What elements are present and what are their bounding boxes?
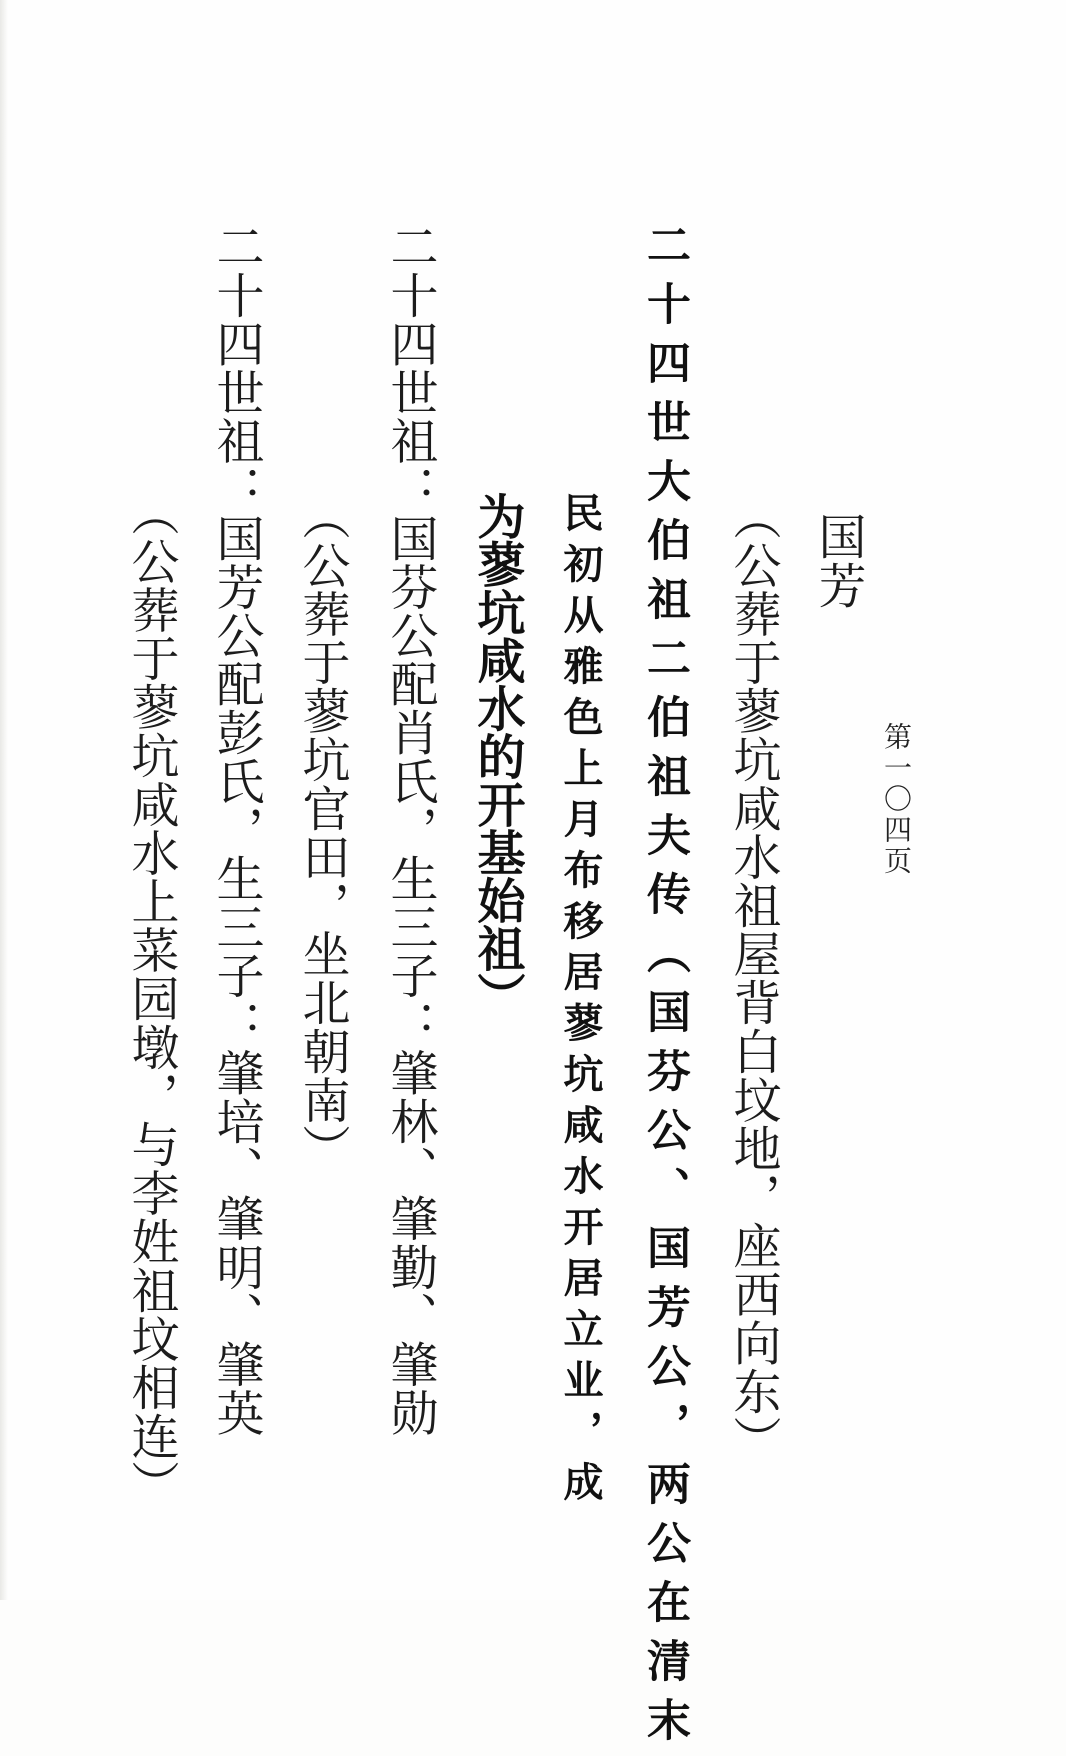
column-founder-text: 为蓼坑咸水的开基始祖） [469,492,525,1020]
column-guofen-entry: 二十四世祖：国芬公配肖氏，生三子：肇林、肇勤、肇勋 [382,222,438,1437]
column-migration-text: 民初从雅色上月布移居蓼坑咸水开居立业，成 [557,492,604,1512]
page-edge-shadow [0,0,8,1600]
column-guofang-burial-note: （公葬于蓼坑咸水祖屋背白坟地，座西向东） [725,492,781,1464]
column-guofang-burial-detail: （公葬于蓼坑咸水上菜园墩，与李姓祖坟相连） [123,488,179,1509]
page-number: 第一〇四页 [880,722,913,877]
column-name-guofang: 国芳 [810,512,866,610]
column-guofen-burial-note: （公葬于蓼坑官田，坐北朝南） [294,492,350,1173]
column-guofang-entry: 二十四世祖：国芳公配彭氏，生三子：肇培、肇明、肇英 [208,222,264,1437]
column-section-title: 二十四世大伯祖二伯祖夫传（国芬公、国芳公，两公在清末 [639,222,690,1756]
